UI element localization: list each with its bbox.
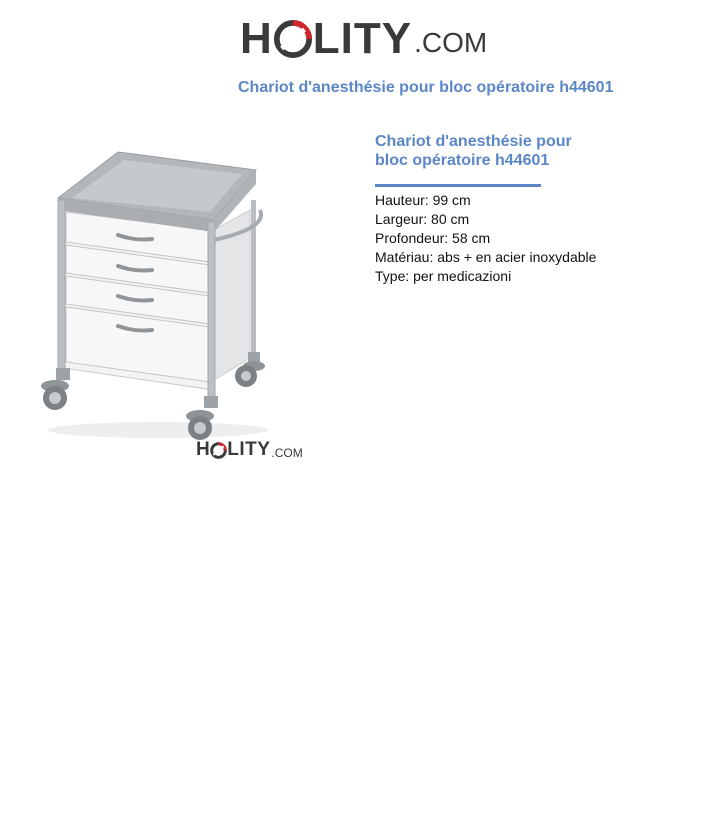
image-logo-o-mark-icon xyxy=(210,442,227,459)
image-logo-suffix: .COM xyxy=(271,446,303,460)
spec-height: Hauteur: 99 cm xyxy=(375,192,471,208)
logo-suffix: .COM xyxy=(414,27,488,58)
spec-width: Largeur: 80 cm xyxy=(375,211,470,227)
product-title: Chariot d'anesthésie pour bloc opératoire h44601 xyxy=(375,133,572,169)
title-underline xyxy=(375,184,541,187)
spec-depth: Profondeur: 58 cm xyxy=(375,230,491,246)
page-title: Chariot d'anesthésie pour bloc opératoire h44601 xyxy=(238,79,614,96)
spec-material: Matériau: abs + en acier inoxydable xyxy=(375,249,597,265)
logo-o-mark-icon xyxy=(274,20,312,58)
image-logo-text-left: H xyxy=(196,439,211,460)
site-logo[interactable] xyxy=(240,14,488,63)
product-details xyxy=(375,132,675,286)
product-image xyxy=(28,140,278,445)
logo-text-right: LITY xyxy=(312,14,413,63)
image-logo-text-right: LITY xyxy=(227,439,271,460)
image-watermark-logo xyxy=(196,440,303,460)
spec-type: Type: per medicazioni xyxy=(375,268,512,284)
logo-text-left: H xyxy=(240,14,273,63)
